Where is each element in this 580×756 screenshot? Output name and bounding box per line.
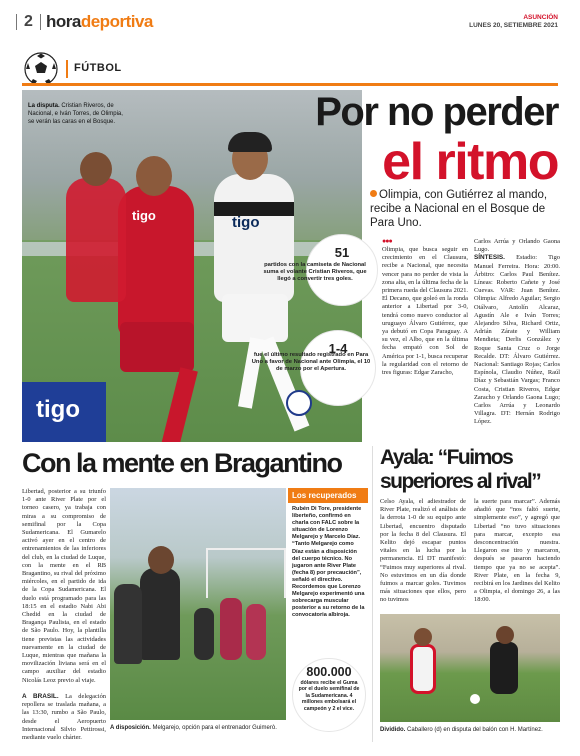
lead-deck-text: Olimpia, con Gutiérrez al mando, recibe a Nacional en el Bosque de Para Uno.: [370, 189, 548, 229]
player-red-shorts: [120, 322, 194, 372]
sidebar-text: Rubén Di Tore, presidente liberteño, confirmó en charla con FALC sobre la situación de Lorenzo Melgarejo y Marcelo Díaz. “Tanto Melgarejo como Díaz están a disposición del cuerpo técnico. No jugaron ante River Plate (fecha 8) por precaución”, señaló el directivo. Recordemos que Lorenzo Melgarejo experimentó una sobrecarga muscular posterior a su retorno de la convocatoria albiroja.: [292, 506, 365, 619]
header-dateline: [469, 14, 558, 29]
story3-player-red-head: [414, 628, 432, 646]
player-red-head: [136, 156, 172, 196]
stat-number-14: 1-4: [328, 341, 348, 356]
page-header: [0, 0, 580, 40]
player-white-shorts: [222, 294, 288, 342]
stat-text-51: partidos con la camiseta de Nacional suma el volante Cristian Riveros, que llegó a convertir tres goles.: [263, 262, 367, 283]
column-divider: [372, 446, 373, 742]
stat-text-800k: dólares recibe el Guma por el duelo semifinal de la Sudamericana. 4 millones embolsará el campeón y 2 el vice.: [298, 680, 360, 712]
sintesis-label: SÍNTESIS.: [474, 254, 505, 262]
story3-photo: [380, 614, 560, 722]
lead-photo-caption: [28, 102, 128, 126]
player-red-body: [118, 186, 194, 336]
section-icon-rule: [66, 60, 68, 78]
lead-dots: ●●●: [382, 238, 392, 245]
stat-number-51: 51: [334, 245, 350, 260]
player-bg-head: [80, 152, 112, 186]
stat-text-14: fue el último resultado registrado en Para Uno a favor de Nacional ante Olimpia, el 10 de marzo por el Apertura.: [251, 352, 371, 373]
jersey-sponsor-red: tigo: [132, 208, 156, 223]
story2-body: [22, 488, 106, 746]
lead-headline-line1: Por no perder: [315, 90, 558, 134]
lead-caption-bold: La disputa.: [28, 103, 60, 109]
story2-caption-text: Melgarejo, opción para el entrenador Guimerò.: [152, 725, 277, 731]
header-city: ASUNCIÓN: [523, 14, 558, 21]
tigo-billboard: [22, 382, 106, 442]
story2-photo: [110, 488, 286, 720]
stat-bubble-800k: [292, 658, 366, 732]
training-player-1-head: [148, 546, 174, 574]
training-player-5: [194, 608, 214, 660]
tigo-billboard-text: tigo: [36, 396, 80, 423]
story3-player-dark: [490, 642, 518, 694]
player-red-leg: [156, 367, 198, 442]
lead-body-col1: Olimpia, que busca seguir en crecimiento en el Clausura, recibe a Nacional, que necesita vencer para no perder de vista la zona alta, en la última fecha de la primera rueda del Clausura 2021. El Decano, que goleó en la ronda anterior a Libertad por 3-0, tendrá como nuevo conductor al uruguayo Álvaro Gutiérrez, que ya debutó en Copa Paraguay. A su vez, el Albo, que en la última fecha empató con Sol de América por 1-1, busca recuperar la regularidad con el retorno de tres figuras: Edgar Zaracho,: [382, 246, 468, 377]
story3-caption: [380, 726, 560, 734]
header-date: LUNES 20, SETIEMBRE 2021: [469, 22, 558, 29]
stat-number-800k: 800.000: [306, 665, 352, 679]
story3-headline: [380, 446, 560, 494]
training-player-3: [220, 598, 242, 660]
training-player-1: [140, 568, 180, 660]
brand-deportiva: deportiva: [80, 12, 153, 31]
story3-col1: Celso Ayala, el adiestrador de River Plate, realizó el análisis de la derrota 1-0 de su equipo ante Libertad, encuentro disputado por la fecha 8 del Clausura. El Kelito dejó escapar puntos vitales en la lucha por la permanencia. El DT manifestó: “Fuimos muy superiores al rival. No estuvimos en un día donde fuimos a marcar goles. Tuvimos más situaciones que ellos, pero no tuvimos: [380, 498, 466, 604]
training-player-4: [246, 604, 266, 660]
lead-headline-line2: el ritmo: [382, 133, 558, 191]
lead-deck: [370, 188, 560, 230]
lead-body-col2: [474, 238, 560, 442]
brand-hora: hora: [46, 12, 81, 31]
story2-body-text: Libertad, posterior a su triunfo 1-0 ante River Plate por el torneo casero, ya trabaja con miras a su compromiso de semifinal por la Copa Sudamericana. El Gumarelo activó ayer en el centro de entrenamientos de las inferiores del club, en la ciudad de Luque, con la mente en el RB Bragantino, su rival del próximo miércoles, en el partido de ida de la Copa Sudamericana. El duelo está programado para las 18:15 en el estadio Nabi Abi Chedid en la ciudad de Bragança Paulista, en el estado de São Paulo. Hoy, la plantilla tiene previstas las actividades nuevamente en la ciudad de Luque, mientras que mañana la movilización liviana será en el campo auxiliar del estadio Nicolás Leoz previo al viaje.: [22, 488, 106, 684]
story2-sidebar: [288, 488, 368, 664]
soccer-ball-photo-icon: [286, 390, 312, 416]
training-player-2: [114, 584, 142, 664]
bullet-icon: [370, 190, 377, 197]
brasil-label: A BRASIL.: [22, 693, 59, 701]
lead-col2-intro: Carlos Arrúa y Orlando Gaona Lugo.: [474, 238, 560, 254]
jersey-sponsor-white: tigo: [232, 214, 260, 231]
player-bg-body: [66, 178, 126, 302]
sintesis-text: Estadio: Tigo Manuel Ferreira. Hora: 20:00. Árbitro: Carlos Paul Benítez. Líneas: Roberto Cañete y José Cuevas. VAR: Juan Benítez. Olimpia: Alfredo Aguilar; Sergio Otálvaro, Antolín Alcaraz, Agustín Ale e Iván Torres; Alejandro Silva, Richard Ortiz, Adrián Zárate y William Mendieta; Derlis González y Roque Santa Cruz o Jorge Recalde. DT: Álvaro Gutiérrez. Nacional: Santiago Rojas; Carlos Espínola, Claudio Núñez, Raúl Díaz y Sebastián Vargas; Franco Costa, Cristian Riveros, Edgar Zaracho y Orlando Gaona Lugo; Carlos Arrúa y Leonardo Villagra. DT: Hernán Rodrigo López.: [474, 254, 560, 426]
page-number: 2: [24, 13, 33, 30]
sidebar-title: Los recuperados: [288, 488, 368, 503]
lead-caption-text: Cristian Riveros, de Nacional, e Iván Torres, de Olimpia, se verán las caras en el Bosque.: [28, 103, 123, 125]
story2-caption: [110, 724, 290, 732]
section-rule: [22, 83, 558, 86]
header-rule-left: [16, 14, 17, 30]
story3-player-red: [410, 644, 436, 694]
story3-headline-line1: Ayala: “Fuimos: [380, 446, 513, 469]
soccer-ball-icon: [24, 52, 58, 86]
story3-headline-line2: superiores al rival”: [380, 470, 541, 493]
header-rule-mid: [40, 14, 41, 30]
section-bar: [22, 52, 558, 86]
story2-headline: Con la mente en Bragantino: [22, 448, 342, 478]
story3-caption-text: Caballero (d) en disputa del balón con H. Martínez.: [407, 727, 543, 733]
section-label: FÚTBOL: [74, 62, 122, 74]
player-white-hair: [228, 132, 272, 152]
story3-ball-icon: [470, 694, 480, 704]
lead-headline: [298, 90, 558, 190]
brand-logo: [46, 12, 153, 32]
story3-player-dark-head: [496, 626, 514, 644]
story2-caption-bold: A disposición.: [110, 725, 151, 731]
story3-caption-bold: Dividido.: [380, 727, 406, 733]
training-goal: [206, 548, 286, 598]
brasil-text: La delegación repollera se traslada mañana, a las 13:30, rumbo a São Paulo, desde el Aeropuerto Internacional Silvio Pettirossi, mediante vuelo chárter.: [22, 693, 106, 742]
story3-col2: la suerte para marcar”. Además añadió que “nos faltó suerte, simplemente eso”, y agregó que Libertad “no tuvo situaciones para marcar, excepto esa desconcentración nuestra. Llegaron ese tiro y marcaron, después se pasaron haciendo tiempo que ya no se acepta”. River Plate, en la fecha 9, recibirá en los Jardines del Kelito a Olimpia, el domingo 26, a las 18:00.: [474, 498, 560, 604]
